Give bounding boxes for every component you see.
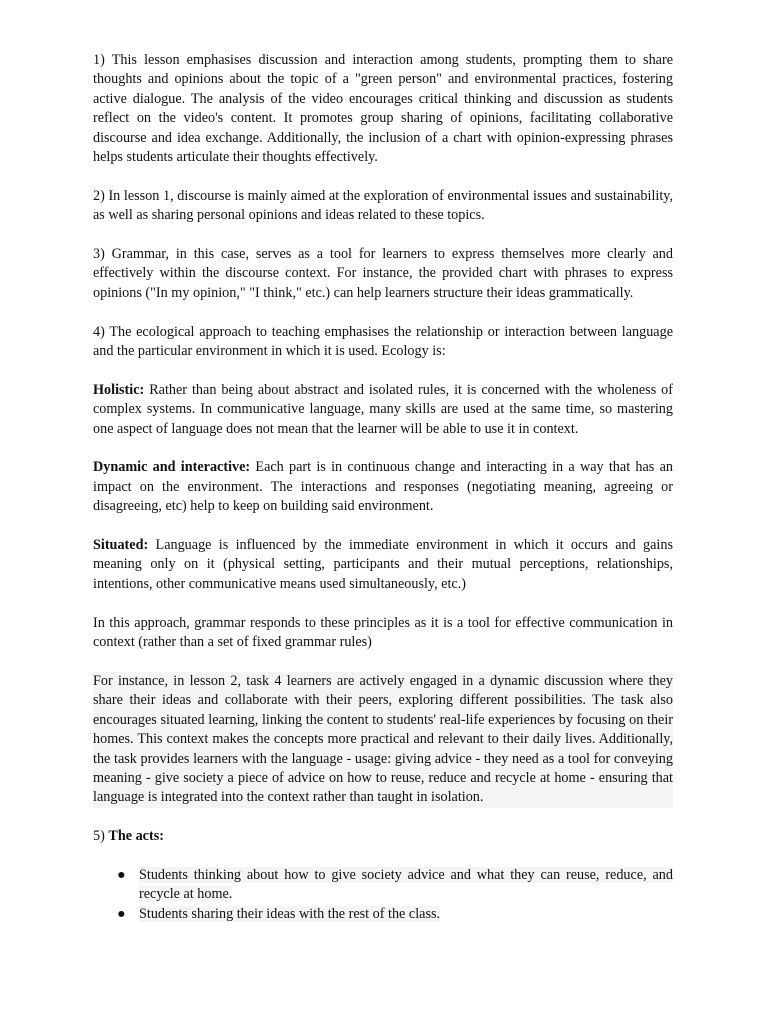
dynamic-label: Dynamic and interactive:: [93, 459, 251, 476]
list-item-text: Students sharing their ideas with the rest of the class.: [139, 905, 441, 922]
paragraph-4: 4) The ecological approach to teaching emphasises the relationship or interaction between language and the particular environment in which it is used. Ecology is:: [93, 323, 673, 360]
dynamic-text: Each part is in continuous change and interacting in a way that has an impact on the environment. The interactions and responses (negotiating meaning, agreeing or disagreeing, etc) help to keep on building said environment.: [93, 459, 673, 515]
bullet-icon: ●: [117, 866, 126, 883]
paragraph-2: 2) In lesson 1, discourse is mainly aimed at the exploration of environmental issues and sustainability, as well as sharing personal opinions and ideas related to these topics.: [93, 187, 673, 224]
holistic-text: Rather than being about abstract and isolated rules, it is concerned with the wholeness of complex systems. In communicative language, many skills are used at the same time, so mastering one aspect of language does not mean that the learner will be able to use it in context.: [93, 381, 673, 437]
list-item: [93, 905, 673, 924]
holistic-paragraph: [93, 381, 673, 439]
acts-label: The acts:: [108, 828, 164, 845]
paragraph-3: 3) Grammar, in this case, serves as a tool for learners to express themselves more clearly and effectively within the discourse context. For instance, the provided chart with phrases to express opinions ("In my opinion," "I think," etc.) can help learners structure their ideas grammatically.: [93, 246, 673, 301]
dynamic-paragraph: [93, 458, 673, 516]
situated-label: Situated:: [93, 537, 149, 554]
acts-list: [93, 866, 673, 924]
paragraph-1: 1) This lesson emphasises discussion and interaction among students, prompting them to share thoughts and opinions about the topic of a "green person" and environmental practices, fostering active dialogue. The analysis of the video encourages critical thinking and discussion as students reflect on the video's content. It promotes group sharing of opinions, facilitating collaborative discourse and idea exchange. Additionally, the inclusion of a chart with opinion-expressing phrases helps students articulate their thoughts effectively.: [93, 52, 673, 166]
list-item: [93, 866, 673, 905]
acts-number: 5): [93, 828, 109, 845]
bullet-icon: ●: [117, 905, 126, 922]
document-body: [93, 51, 673, 924]
situated-text: Language is influenced by the immediate environment in which it occurs and gains meaning only on it (physical setting, participants and their mutual perceptions, relationships, intentions, other communicative means used simultaneously, etc.): [93, 537, 673, 592]
instance-paragraph: For instance, in lesson 2, task 4 learners are actively engaged in a dynamic discussion where they share their ideas and collaborate with their peers, exploring different possibilities. The task also encourages situated learning, linking the content to students' real-life experiences by focusing on their homes. This context makes the concepts more practical and relevant to their daily lives. Additionally, the task provides learners with the language - usage: giving advice - they need as a tool for conveying meaning - give society a piece of advice on how to reuse, reduce and recycle at home - ensuring that language is integrated into the context rather than taught in isolation.: [93, 672, 673, 808]
situated-paragraph: [93, 536, 673, 594]
approach-paragraph: In this approach, grammar responds to these principles as it is a tool for effective communication in context (rather than a set of fixed grammar rules): [93, 614, 673, 651]
holistic-label: Holistic:: [93, 381, 145, 398]
acts-heading: [93, 827, 673, 846]
list-item-text: Students thinking about how to give society advice and what they can reuse, reduce, and recycle at home.: [139, 866, 673, 903]
